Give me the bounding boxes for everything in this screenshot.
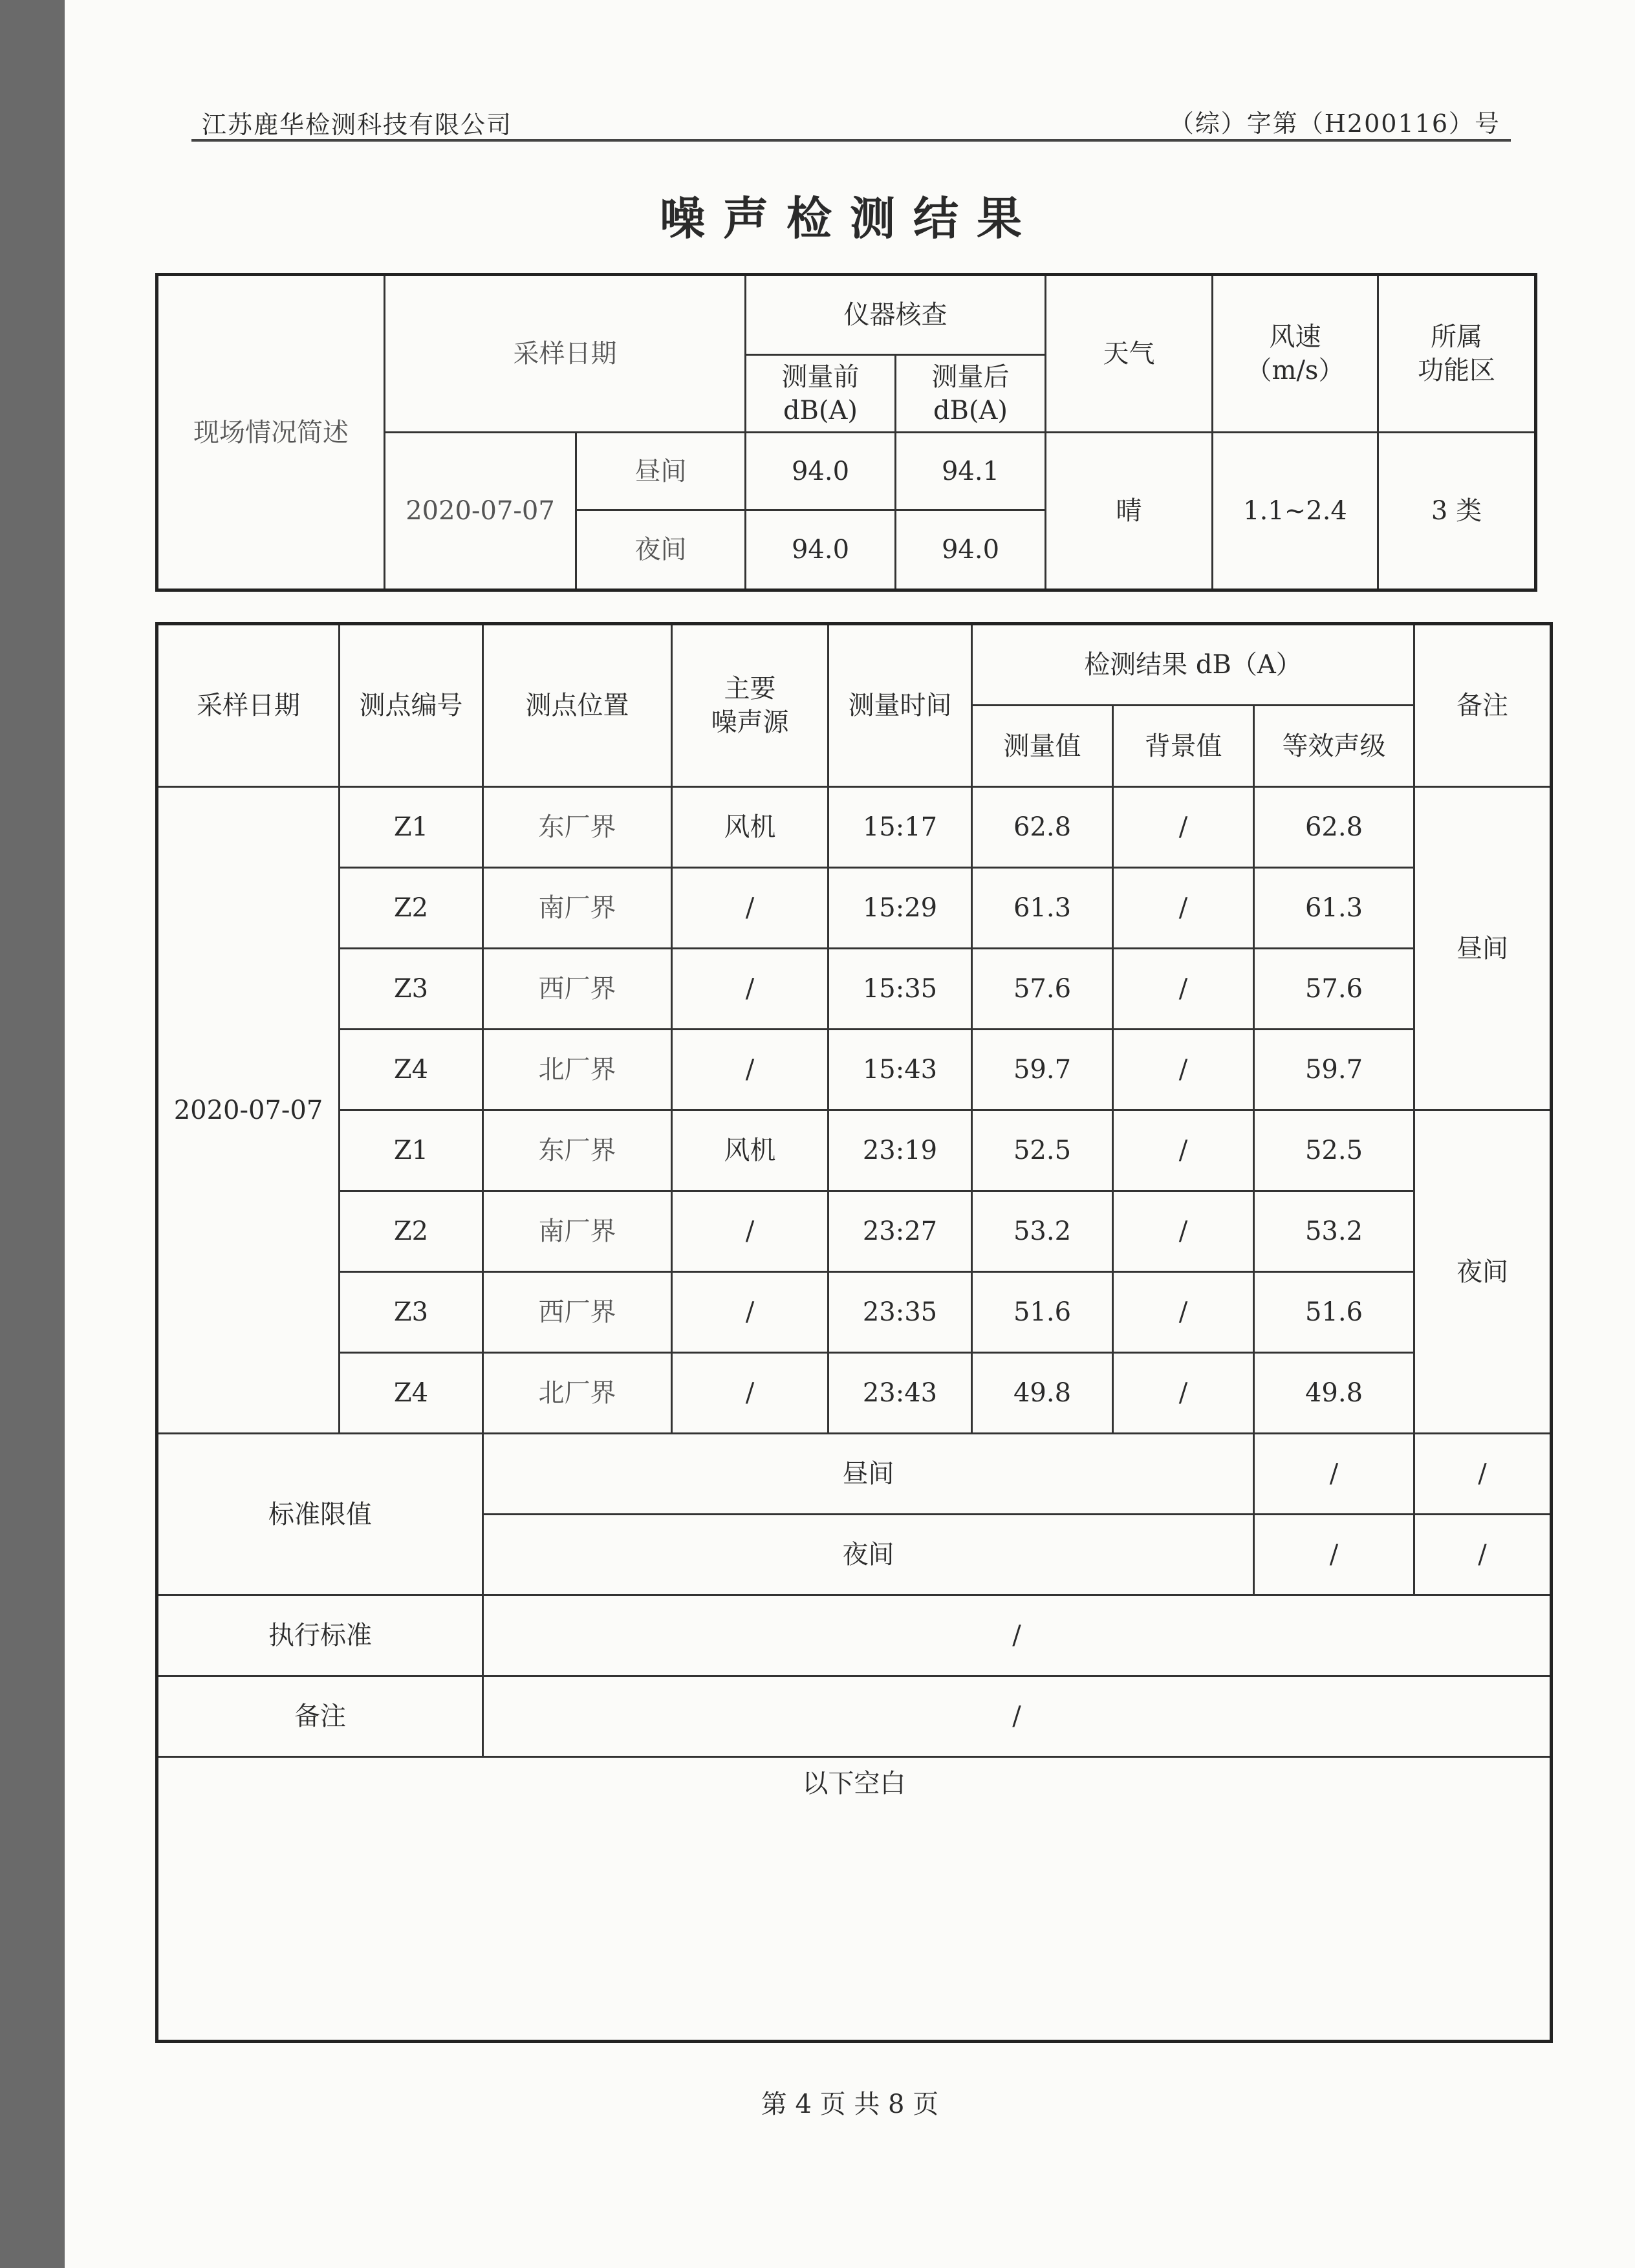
night-after-value: 94.0 xyxy=(896,510,1046,590)
equivalent-value: 53.2 xyxy=(1254,1191,1414,1272)
measured-value: 57.6 xyxy=(972,949,1113,1030)
measured-value: 49.8 xyxy=(972,1353,1113,1434)
point-no: Z1 xyxy=(340,1110,483,1191)
measure-time: 23:19 xyxy=(828,1110,972,1191)
zone-header-line2: 功能区 xyxy=(1418,356,1495,385)
limit-day-remark: / xyxy=(1414,1434,1552,1515)
before-header-label: 测量前 xyxy=(781,362,860,392)
background-value: / xyxy=(1113,1353,1254,1434)
note-label: 备注 xyxy=(157,1676,483,1757)
blank-text: 以下空白 xyxy=(802,1769,906,1798)
col-header-result-group: 检测结果 dB（A） xyxy=(972,624,1414,706)
before-header-unit: dB(A) xyxy=(783,395,858,426)
noise-source: 风机 xyxy=(672,1110,828,1191)
point-no: Z2 xyxy=(340,868,483,949)
point-no: Z4 xyxy=(340,1030,483,1110)
zone-header-line1: 所属 xyxy=(1431,322,1482,352)
limit-night-value: / xyxy=(1254,1515,1414,1595)
blank-remainder xyxy=(157,1757,1552,2042)
measure-time: 15:35 xyxy=(828,949,972,1030)
wind-header xyxy=(1213,275,1378,433)
measure-time: 23:43 xyxy=(828,1353,972,1434)
point-location: 南厂界 xyxy=(483,1191,672,1272)
table-row xyxy=(157,1110,1552,1191)
table-row xyxy=(157,1030,1552,1110)
point-location: 东厂界 xyxy=(483,1110,672,1191)
day-after-value: 94.1 xyxy=(896,433,1046,510)
col-header-date: 采样日期 xyxy=(157,624,340,787)
background-value: / xyxy=(1113,1191,1254,1272)
instrument-check-header: 仪器核查 xyxy=(746,275,1046,355)
site-info-table xyxy=(155,273,1537,592)
remark-night: 夜间 xyxy=(1414,1110,1552,1434)
limit-label: 标准限值 xyxy=(157,1434,483,1595)
measured-value: 52.5 xyxy=(972,1110,1113,1191)
table-row xyxy=(157,1353,1552,1434)
background-value: / xyxy=(1113,787,1254,868)
point-no: Z1 xyxy=(340,787,483,868)
header-rule xyxy=(191,139,1511,142)
point-location: 南厂界 xyxy=(483,868,672,949)
weather-header: 天气 xyxy=(1046,275,1213,433)
equivalent-value: 51.6 xyxy=(1254,1272,1414,1353)
noise-source: / xyxy=(672,949,828,1030)
point-no: Z3 xyxy=(340,949,483,1030)
measured-value: 51.6 xyxy=(972,1272,1113,1353)
document-page xyxy=(65,0,1635,2268)
wind-header-label: 风速 xyxy=(1269,322,1321,352)
site-day-label: 昼间 xyxy=(576,433,746,510)
noise-source: / xyxy=(672,1272,828,1353)
after-header-unit: dB(A) xyxy=(933,395,1008,426)
scan-edge xyxy=(0,0,65,2268)
noise-source: / xyxy=(672,868,828,949)
wind-value: 1.1~2.4 xyxy=(1213,433,1378,590)
background-value: / xyxy=(1113,949,1254,1030)
equivalent-value: 61.3 xyxy=(1254,868,1414,949)
remark-day: 昼间 xyxy=(1414,787,1552,1110)
weather-value: 晴 xyxy=(1046,433,1213,590)
table-row xyxy=(157,787,1552,868)
standard-value: / xyxy=(483,1595,1552,1676)
measure-time: 15:43 xyxy=(828,1030,972,1110)
col-header-remark: 备注 xyxy=(1414,624,1552,787)
point-no: Z2 xyxy=(340,1191,483,1272)
point-location: 西厂界 xyxy=(483,1272,672,1353)
noise-source: / xyxy=(672,1353,828,1434)
site-night-label: 夜间 xyxy=(576,510,746,590)
background-value: / xyxy=(1113,1030,1254,1110)
col-header-source-line1: 主要 xyxy=(724,674,776,704)
page-footer: 第 4 页 共 8 页 xyxy=(761,2090,939,2119)
col-header-point-no: 测点编号 xyxy=(340,624,483,787)
noise-source: / xyxy=(672,1191,828,1272)
limit-night-label: 夜间 xyxy=(483,1515,1254,1595)
noise-source: 风机 xyxy=(672,787,828,868)
equivalent-value: 49.8 xyxy=(1254,1353,1414,1434)
background-value: / xyxy=(1113,868,1254,949)
measure-time: 15:17 xyxy=(828,787,972,868)
table-row xyxy=(157,1272,1552,1353)
background-value: / xyxy=(1113,1110,1254,1191)
limit-day-value: / xyxy=(1254,1434,1414,1515)
report-number: （综）字第（H200116）号 xyxy=(1169,109,1500,138)
equivalent-value: 52.5 xyxy=(1254,1110,1414,1191)
page-title: 噪声检测结果 xyxy=(660,192,1040,245)
standard-label: 执行标准 xyxy=(157,1595,483,1676)
point-location: 东厂界 xyxy=(483,787,672,868)
site-info-label: 现场情况简述 xyxy=(157,275,385,590)
point-no: Z3 xyxy=(340,1272,483,1353)
zone-value: 3 类 xyxy=(1378,433,1536,590)
point-no: Z4 xyxy=(340,1353,483,1434)
col-header-background: 背景值 xyxy=(1113,706,1254,787)
col-header-location: 测点位置 xyxy=(483,624,672,787)
day-before-value: 94.0 xyxy=(746,433,896,510)
measured-value: 53.2 xyxy=(972,1191,1113,1272)
table-row xyxy=(157,868,1552,949)
company-name: 江苏鹿华检测科技有限公司 xyxy=(202,111,513,139)
measure-time: 23:35 xyxy=(828,1272,972,1353)
measured-value: 59.7 xyxy=(972,1030,1113,1110)
equivalent-value: 59.7 xyxy=(1254,1030,1414,1110)
table-row xyxy=(157,949,1552,1030)
noise-source: / xyxy=(672,1030,828,1110)
site-date: 2020-07-07 xyxy=(385,433,576,590)
point-location: 北厂界 xyxy=(483,1030,672,1110)
equivalent-value: 57.6 xyxy=(1254,949,1414,1030)
after-header-label: 测量后 xyxy=(931,362,1010,392)
measure-time: 23:27 xyxy=(828,1191,972,1272)
wind-header-unit: （m/s） xyxy=(1246,356,1345,385)
noise-results-table xyxy=(155,622,1553,2043)
table-row xyxy=(157,1191,1552,1272)
note-value: / xyxy=(483,1676,1552,1757)
col-header-source xyxy=(672,624,828,787)
results-date: 2020-07-07 xyxy=(157,787,340,1434)
zone-header xyxy=(1378,275,1536,433)
limit-night-remark: / xyxy=(1414,1515,1552,1595)
measured-value: 61.3 xyxy=(972,868,1113,949)
col-header-source-line2: 噪声源 xyxy=(711,707,789,737)
measure-time: 15:29 xyxy=(828,868,972,949)
night-before-value: 94.0 xyxy=(746,510,896,590)
limit-day-label: 昼间 xyxy=(483,1434,1254,1515)
before-header xyxy=(746,355,896,433)
after-header xyxy=(896,355,1046,433)
col-header-equivalent: 等效声级 xyxy=(1254,706,1414,787)
background-value: / xyxy=(1113,1272,1254,1353)
col-header-measured: 测量值 xyxy=(972,706,1113,787)
col-header-time: 测量时间 xyxy=(828,624,972,787)
equivalent-value: 62.8 xyxy=(1254,787,1414,868)
sampling-date-header: 采样日期 xyxy=(385,275,746,433)
point-location: 北厂界 xyxy=(483,1353,672,1434)
measured-value: 62.8 xyxy=(972,787,1113,868)
point-location: 西厂界 xyxy=(483,949,672,1030)
